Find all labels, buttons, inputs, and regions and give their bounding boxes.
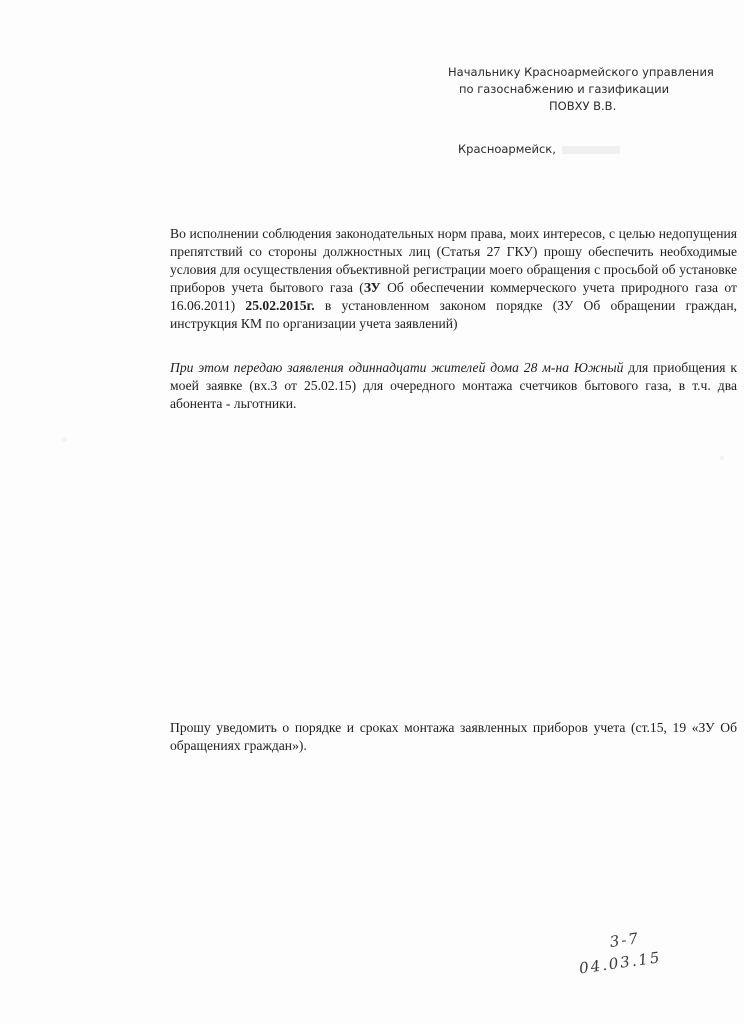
paragraph-transfer-rest: для приобщения к моей заявке (вх.3 от 25.02.15) для очередного монтажа счетчиков бытового газа, в т.ч. два абонента - льготники. (170, 360, 737, 411)
handwritten-registration-mark (575, 923, 691, 990)
addressee-block (440, 64, 740, 158)
scan-speck (720, 456, 724, 460)
registration-date: 04.03.15 (577, 948, 663, 978)
redacted-text (562, 146, 620, 154)
addressee-name: ПОВХУ В.В. (549, 99, 617, 113)
paragraph-transfer (170, 359, 737, 413)
paragraph-request-bold-date: 25.02.2015г. (245, 298, 315, 313)
addressee-line-2: по газоснабжению и газификации (459, 82, 670, 96)
paragraph-request (170, 225, 737, 333)
city-text: Красноармейск, (458, 142, 556, 156)
paragraph-notify: Прошу уведомить о порядке и сроках монтажа заявленных приборов учета (ст.15, 19 «ЗУ Об обращениях граждан»). (170, 720, 737, 753)
paragraph-request-end: в установленном законом порядке (ЗУ Об обращении граждан, инструкция КМ по организации учета заявлений) (170, 298, 737, 331)
paragraph-request-main: Во исполнении соблюдения законодательных норм права, моих интересов, с целью недопущения препятствий со стороны должностных лиц (Статья 27 ГКУ) прошу обеспечить необходимые условия для осуществления объективной регистрации моего обращения с просьбой об установке приборов учета бытового газа ( (170, 226, 737, 295)
scan-speck (62, 437, 67, 442)
registration-number: 3-7 (608, 928, 641, 952)
paragraph-transfer-italic: При этом передаю заявления одиннадцати жителей дома 28 м-на Южный (170, 360, 624, 375)
paragraph-request-mid: Об обеспечении коммерческого учета природного газа от 16.06.2011) (170, 280, 737, 313)
paragraph-request-bold-law: ЗУ (363, 280, 381, 295)
addressee-line-1: Начальнику Красноармейского управления (448, 65, 714, 79)
sender-city (458, 141, 740, 158)
